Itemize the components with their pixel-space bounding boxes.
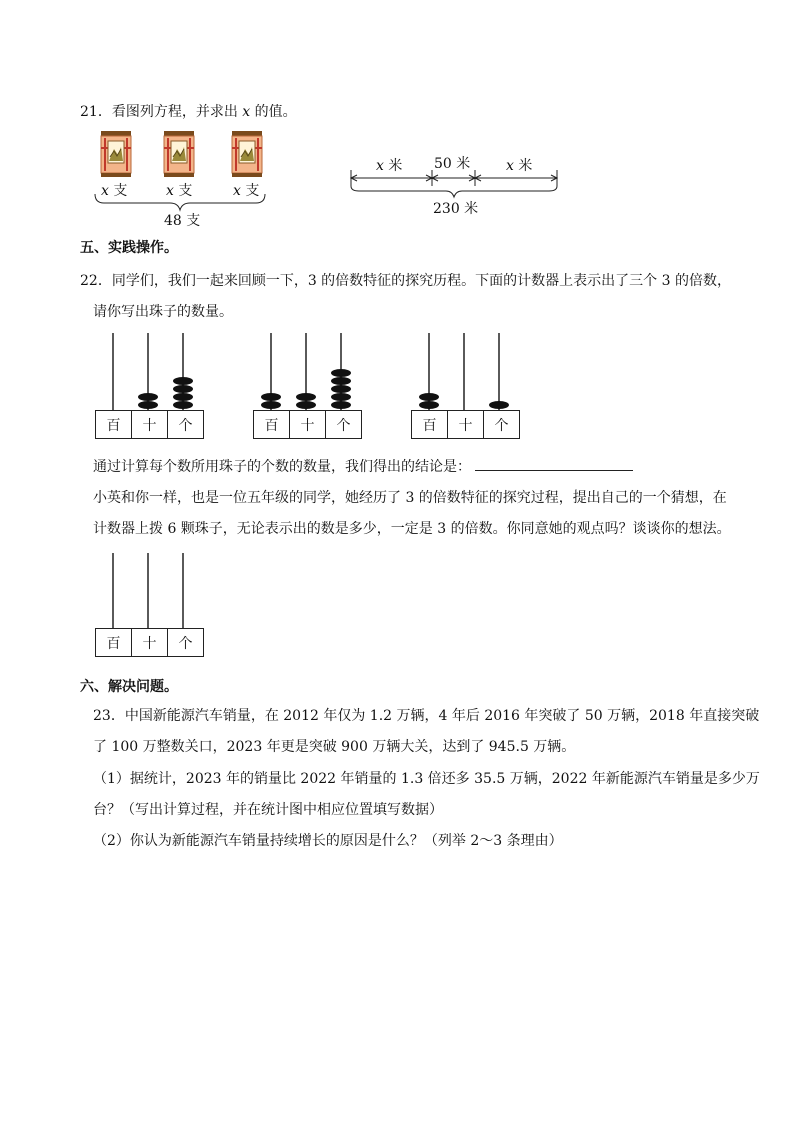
q21-prompt: 21．看图列方程，并求出 x 的值。 [80, 104, 297, 120]
section5-title: 五、实践操作。 [80, 240, 178, 256]
q22-number: 22 [80, 273, 98, 289]
q23-line1: 23．中国新能源汽车销量，在 2012 年仅为 1.2 万辆，4 年后 2016 年突破了 50 万辆，2018 年直接突破 [93, 708, 760, 724]
box-label-2: x 支 [166, 183, 193, 199]
label-hundreds: 百 [264, 417, 279, 434]
seg-left-label: x 米 [376, 158, 403, 174]
section6-title: 六、解决问题。 [80, 679, 178, 695]
q23-sub1-line2: 台？（写出计算过程，并在统计图中相应位置填写数据） [93, 802, 443, 818]
q22-line1: 22．同学们，我们一起来回顾一下，3 的倍数特征的探究历程。下面的计数器上表示出了三个 3 的倍数， [80, 273, 731, 289]
q22-line2: 请你写出珠子的数量。 [93, 304, 233, 320]
q22-conclusion: 通过计算每个数所用珠子的个数的数量，我们得出的结论是： [93, 456, 633, 476]
label-ones: 个 [325, 411, 361, 438]
label-hundreds: 百 [106, 635, 121, 652]
label-ones: 个 [167, 411, 203, 438]
box-label-1: x 支 [101, 183, 128, 199]
label-tens: 十 [131, 411, 167, 438]
label-tens: 十 [447, 411, 483, 438]
label-hundreds: 百 [422, 417, 437, 434]
label-hundreds: 百 [106, 417, 121, 434]
label-tens: 十 [289, 411, 325, 438]
label-tens: 十 [131, 629, 167, 656]
seg-mid-label: 50 米 [434, 156, 471, 172]
label-ones: 个 [167, 629, 203, 656]
q23-sub2: （2）你认为新能源汽车销量持续增长的原因是什么？（列举 2～3 条理由） [93, 833, 563, 849]
seg-right-label: x 米 [506, 158, 533, 174]
q22-para2: 计数器上拨 6 颗珠子，无论表示出的数是多少，一定是 3 的倍数。你同意她的观点吗？谈谈你的想法。 [93, 521, 731, 537]
label-ones: 个 [483, 411, 519, 438]
q23-number: 23 [93, 708, 111, 724]
empty-abacus-labels [95, 628, 204, 657]
box-total-label: 48 支 [164, 213, 201, 229]
q22-para1: 小英和你一样，也是一位五年级的同学，她经历了 3 的倍数特征的探究过程，提出自己的一个猜想，在 [93, 490, 727, 506]
box-label-3: x 支 [233, 183, 260, 199]
seg-total-label: 230 米 [433, 201, 479, 217]
q23-line2: 了 100 万整数关口，2023 年更是突破 900 万辆大关，达到了 945.5 万辆。 [93, 739, 576, 755]
q23-sub1-line1: （1）据统计，2023 年的销量比 2022 年销量的 1.3 倍还多 35.5 万辆，2022 年新能源汽车销量是多少万 [93, 771, 760, 787]
q21-number: 21 [80, 104, 98, 120]
